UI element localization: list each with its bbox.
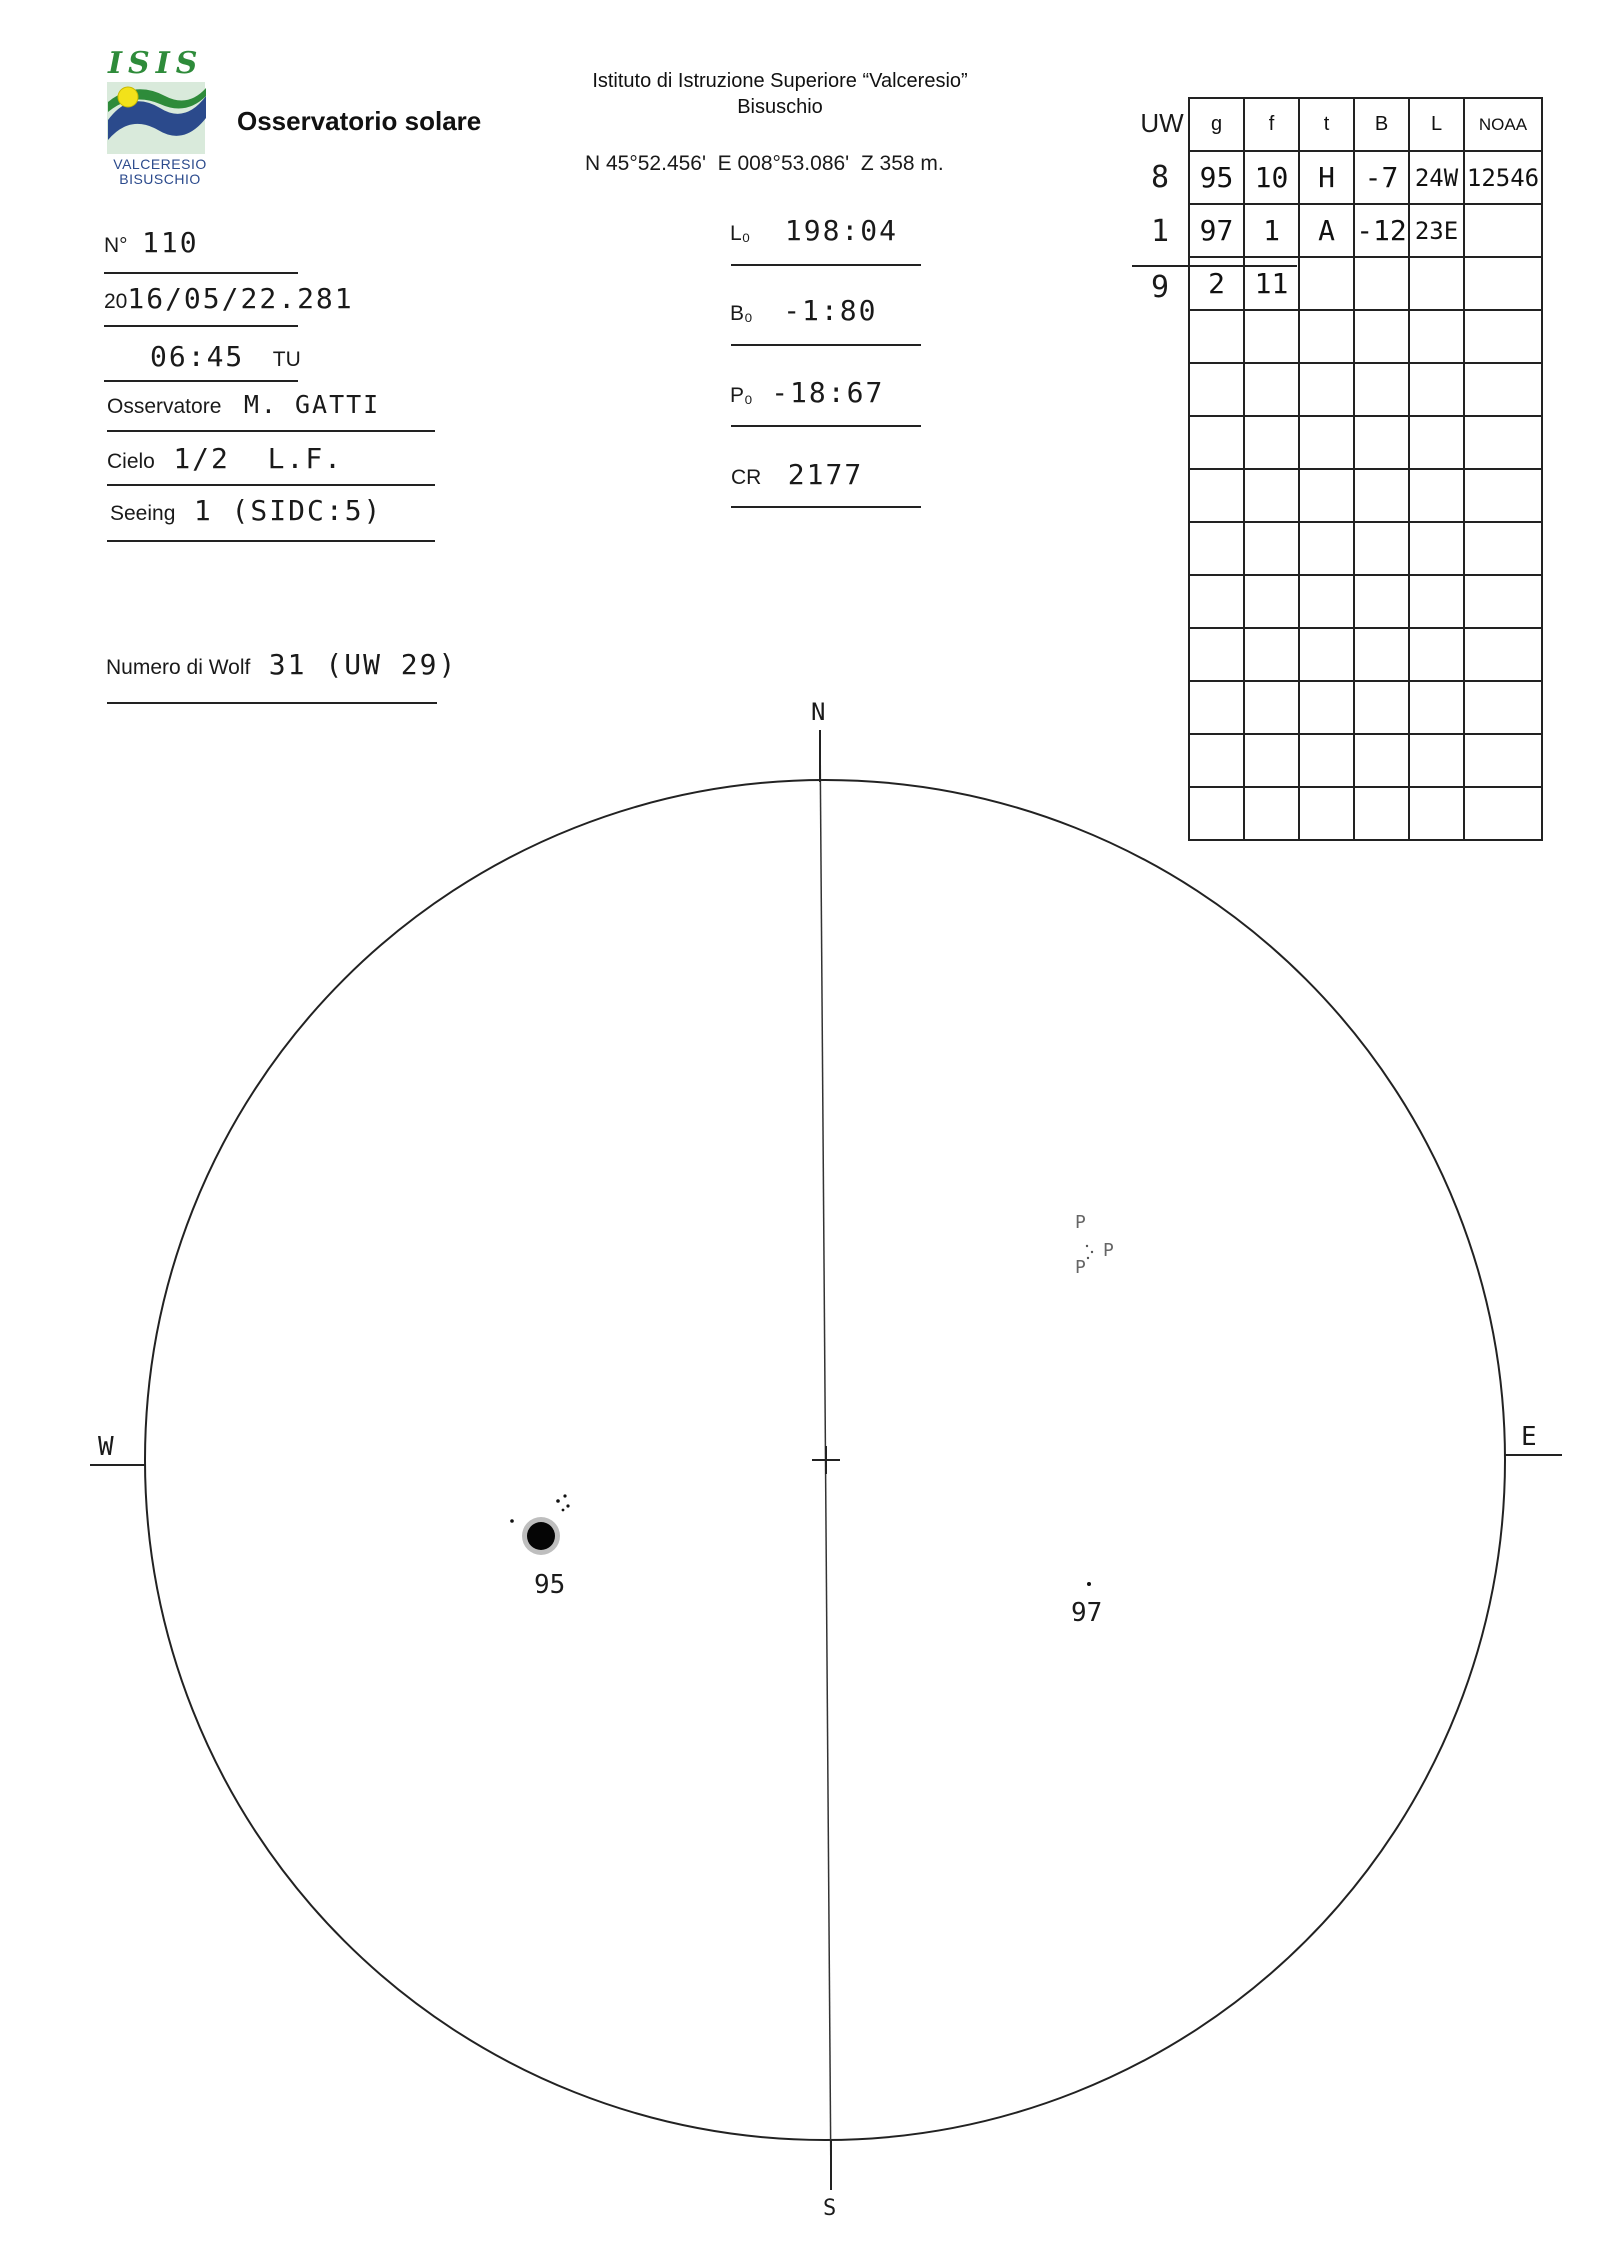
col-header-l: L [1409, 98, 1464, 151]
record-time-unit: TU [272, 348, 301, 371]
uw-total: 9 [1150, 270, 1170, 305]
record-date-prefix: 20 [104, 290, 128, 313]
disk-label-west: W [98, 1432, 114, 1462]
uw-row-2: 1 [1150, 214, 1170, 249]
record-number-value: 110 [142, 226, 199, 259]
record-observer-value: M. GATTI [243, 390, 381, 419]
record-time-value: 06:45 [150, 340, 245, 373]
col-header-g: g [1189, 98, 1244, 151]
group-95-spot [566, 1504, 569, 1507]
cell-f: 10 [1244, 151, 1299, 204]
uw-row-1: 8 [1150, 160, 1170, 195]
group-97-label: 97 [1071, 1598, 1103, 1628]
group-95-spot [556, 1499, 560, 1503]
group-95-spot [562, 1509, 565, 1512]
plage-dot [1087, 1257, 1089, 1259]
logo-caption-line2: BISUSCHIO [119, 171, 201, 187]
ephemeris-cr-value: 2177 [787, 458, 864, 491]
logo-caption-line1: VALCERESIO [113, 156, 207, 172]
record-observer-label: Osservatore [107, 395, 222, 418]
cell-l: 24W [1409, 151, 1464, 204]
record-seeing-label: Seeing [110, 502, 176, 525]
group-95-spot [510, 1519, 514, 1523]
col-header-f: f [1244, 98, 1299, 151]
ephemeris-l0-label: L₀ [730, 222, 751, 245]
col-header-noaa: NOAA [1464, 98, 1542, 151]
cell-g: 97 [1189, 204, 1244, 257]
ephemeris-p0-value: -18:67 [771, 376, 885, 409]
total-f: 11 [1244, 257, 1299, 310]
cell-f: 1 [1244, 204, 1299, 257]
record-number-label: N° [104, 234, 128, 257]
wolf-number-label: Numero di Wolf [106, 656, 251, 679]
ephemeris-b0-label: B₀ [730, 302, 753, 325]
record-sky-value: 1/2 L.F. [173, 442, 344, 475]
record-sky-label: Cielo [107, 450, 155, 473]
plage-label: P [1103, 1240, 1114, 1261]
col-header-t: t [1299, 98, 1354, 151]
cell-t: H [1299, 151, 1354, 204]
disk-label-south: S [823, 2196, 837, 2221]
cell-b: -7 [1354, 151, 1409, 204]
col-header-b: B [1354, 98, 1409, 151]
record-seeing-value: 1 (SIDC:5) [193, 494, 383, 527]
record-date-value: 16/05/22.281 [127, 282, 354, 315]
cell-t: A [1299, 204, 1354, 257]
ephemeris-cr-label: CR [731, 466, 762, 489]
cell-b: -12 [1354, 204, 1409, 257]
institute-name: Istituto di Istruzione Superiore “Valceresio” [592, 70, 968, 92]
cell-g: 95 [1189, 151, 1244, 204]
observatory-coordinates: N 45°52.456' E 008°53.086' Z 358 m. [585, 152, 944, 175]
total-g: 2 [1189, 257, 1244, 310]
cell-l: 23E [1409, 204, 1464, 257]
cell-noaa: 12546 [1464, 151, 1542, 204]
plage-dot [1086, 1245, 1088, 1247]
group-95-label: 95 [534, 1570, 566, 1600]
page-title: Osservatorio solare [237, 106, 482, 136]
ephemeris-b0-value: -1:80 [783, 294, 878, 327]
uw-column-header: UW [1140, 108, 1184, 138]
ephemeris-l0-value: 198:04 [784, 214, 899, 247]
plage-label: P [1075, 1257, 1086, 1278]
institute-town: Bisuschio [737, 96, 823, 118]
plage-label: P [1075, 1212, 1086, 1233]
plage-dot [1091, 1251, 1093, 1253]
ephemeris-p0-label: P₀ [730, 384, 753, 407]
logo-wordmark: ISIS [108, 46, 204, 81]
group-95-umbra [527, 1522, 555, 1550]
disk-label-north: N [811, 698, 826, 726]
group-95-spot [563, 1494, 566, 1497]
group-97-spot [1087, 1582, 1091, 1586]
disk-label-east: E [1521, 1422, 1537, 1452]
wolf-number-value: 31 (UW 29) [268, 648, 458, 681]
